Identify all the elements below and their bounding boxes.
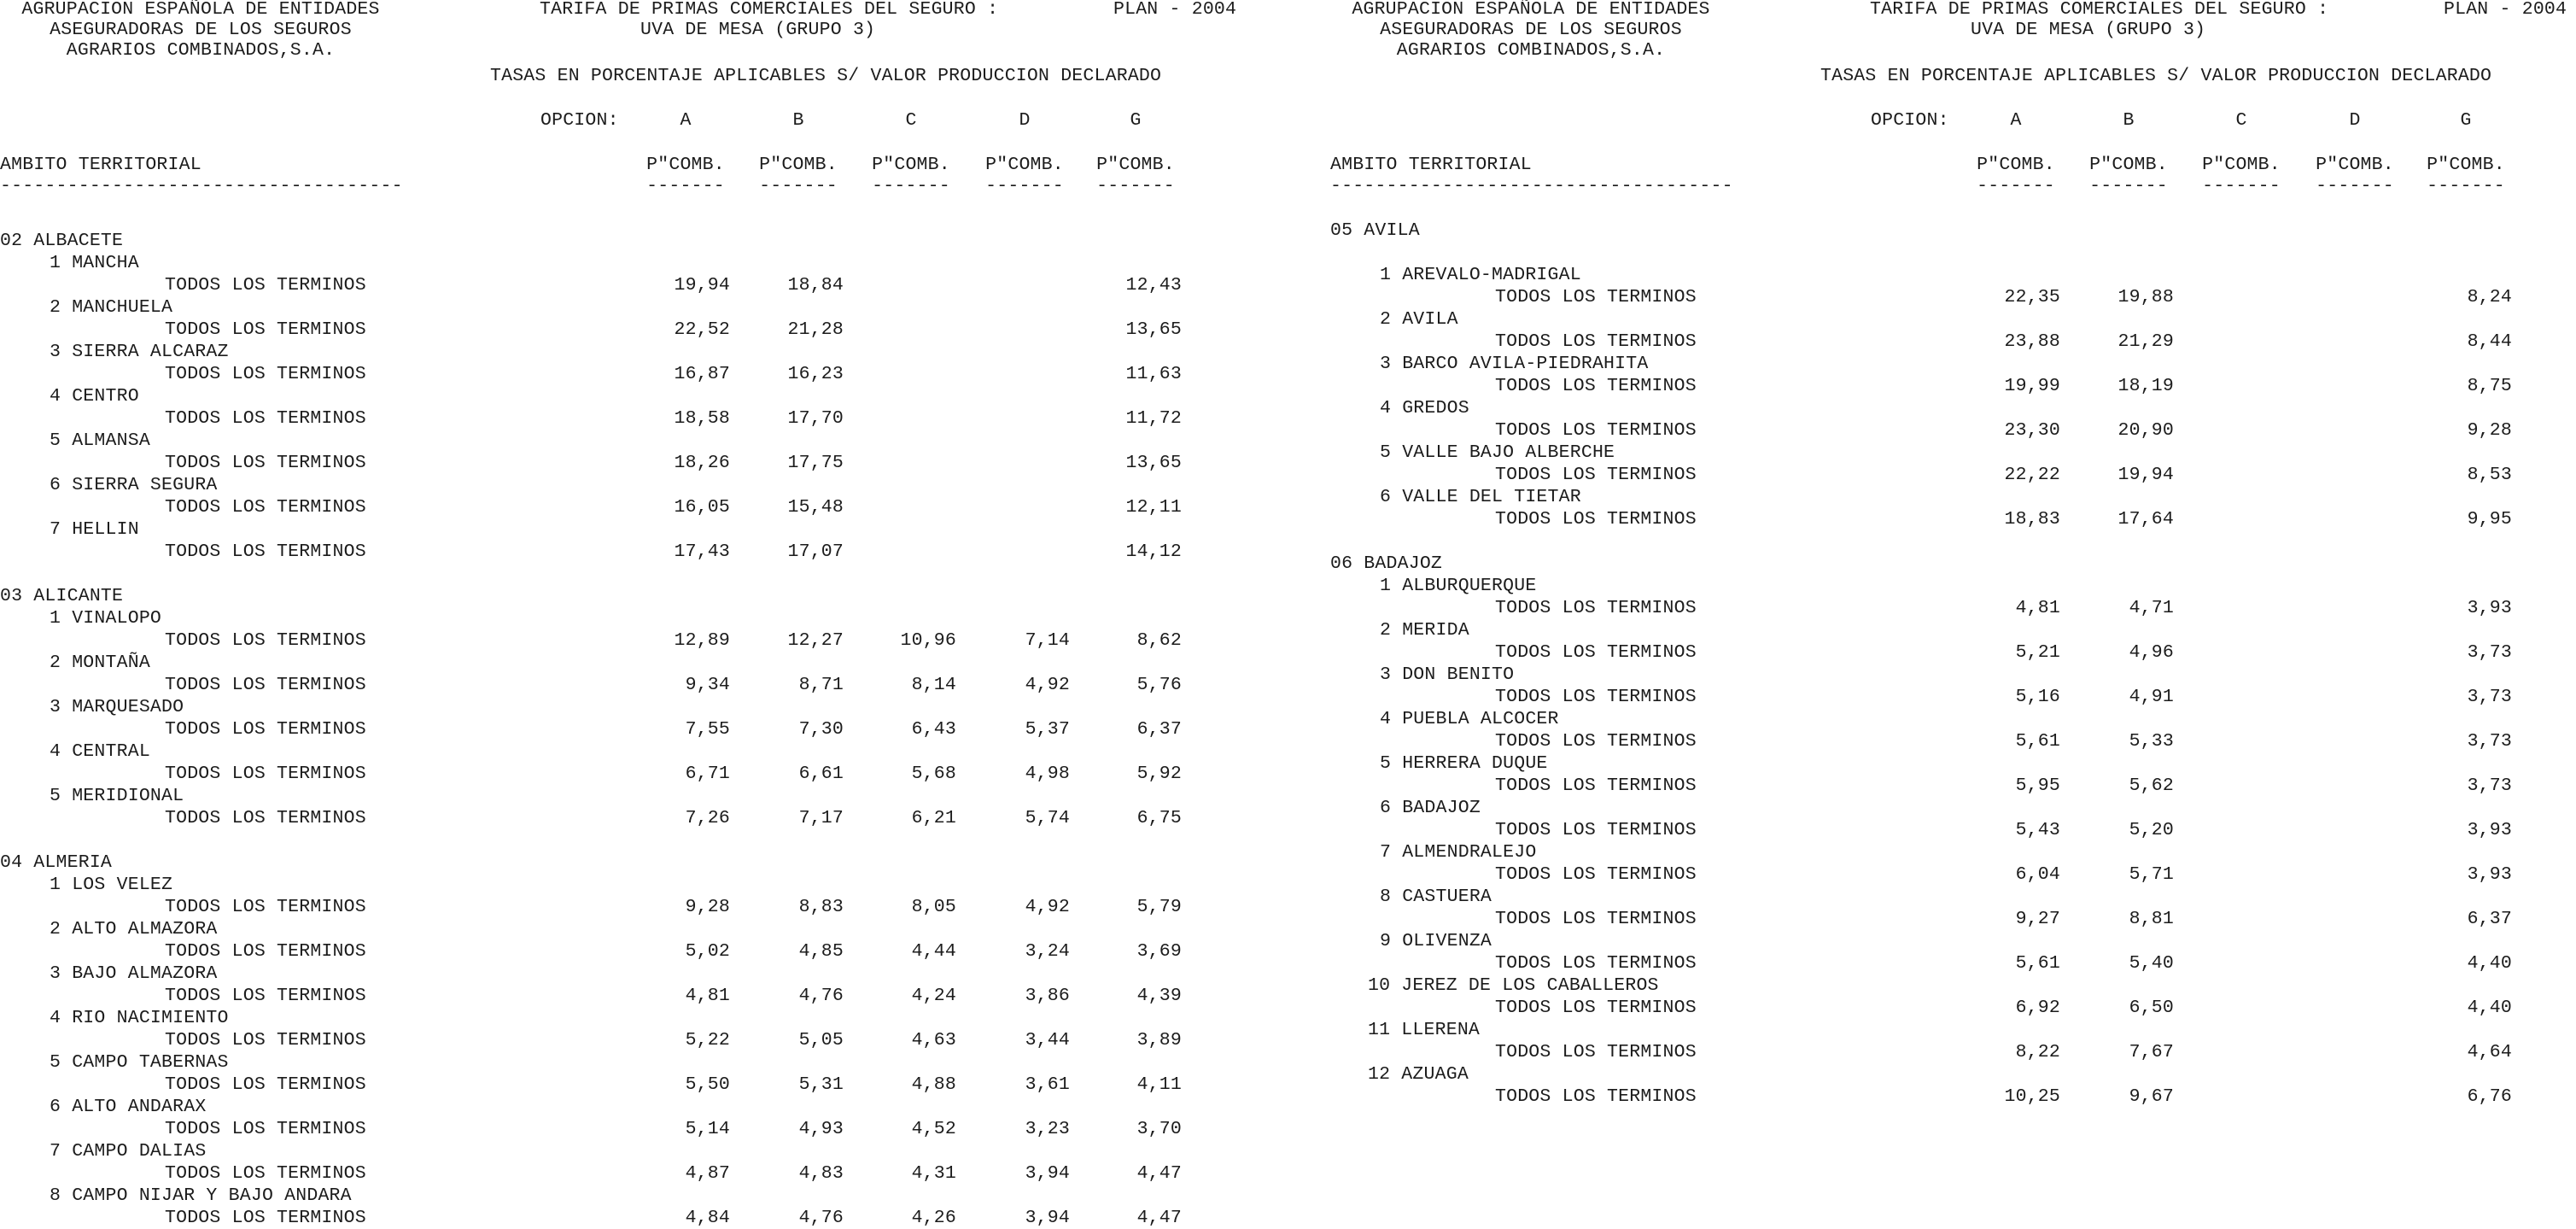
option-letter: C xyxy=(2235,110,2247,131)
rate-value-g: 3,73 xyxy=(2467,642,2512,663)
term-label: TODOS LOS TERMINOS xyxy=(1495,998,1697,1018)
region-name: 4 PUEBLA ALCOCER xyxy=(1380,709,1559,729)
rate-value-g: 3,89 xyxy=(1136,1030,1182,1051)
rate-value-c: 4,44 xyxy=(911,941,956,962)
rate-value-g: 3,93 xyxy=(2467,864,2512,885)
rate-value-b: 5,40 xyxy=(2129,953,2174,974)
rate-value-b: 6,61 xyxy=(798,764,844,784)
rate-value-c: 5,68 xyxy=(911,764,956,784)
term-label: TODOS LOS TERMINOS xyxy=(1495,642,1697,663)
province-heading: 06 BADAJOZ xyxy=(1330,553,1443,574)
term-label: TODOS LOS TERMINOS xyxy=(165,941,366,962)
term-label: TODOS LOS TERMINOS xyxy=(165,897,366,917)
rate-value-c: 4,52 xyxy=(911,1119,956,1139)
region-name: 5 ALMANSA xyxy=(50,430,150,451)
region-name: 1 VINALOPO xyxy=(50,608,162,629)
territory-header: AMBITO TERRITORIAL xyxy=(1330,155,1532,175)
option-label: OPCION: xyxy=(1871,110,1949,131)
rate-value-b: 4,85 xyxy=(798,941,844,962)
rate-value-g: 3,70 xyxy=(1136,1119,1182,1139)
region-name: 2 MANCHUELA xyxy=(50,297,173,318)
rate-value-a: 4,87 xyxy=(685,1163,730,1184)
rate-value-b: 17,70 xyxy=(787,408,844,429)
rate-value-d: 3,94 xyxy=(1025,1163,1070,1184)
column-header-pcomb: P"COMB. xyxy=(872,155,950,175)
rate-value-b: 17,75 xyxy=(787,453,844,473)
term-label: TODOS LOS TERMINOS xyxy=(165,719,366,740)
rate-value-a: 5,95 xyxy=(2015,775,2060,796)
region-name: 7 CAMPO DALIAS xyxy=(50,1141,207,1162)
rate-value-g: 11,63 xyxy=(1125,364,1182,384)
rate-value-b: 19,94 xyxy=(2117,465,2174,485)
region-name: 2 MERIDA xyxy=(1380,620,1469,641)
province-heading: 02 ALBACETE xyxy=(0,231,124,251)
territory-underline: ------------------------------------ xyxy=(0,176,403,196)
column-underline: ------- xyxy=(2316,176,2394,196)
option-letter: A xyxy=(680,110,692,131)
rate-value-a: 18,83 xyxy=(2004,509,2060,530)
rate-value-b: 4,91 xyxy=(2129,687,2174,707)
region-name: 11 LLERENA xyxy=(1368,1020,1481,1040)
rate-value-b: 4,83 xyxy=(798,1163,844,1184)
rate-value-b: 15,48 xyxy=(787,497,844,518)
rate-value-b: 17,07 xyxy=(787,541,844,562)
rate-value-g: 8,75 xyxy=(2467,376,2512,396)
term-label: TODOS LOS TERMINOS xyxy=(165,364,366,384)
rate-value-a: 6,04 xyxy=(2015,864,2060,885)
region-name: 1 ALBURQUERQUE xyxy=(1380,576,1537,596)
rate-value-a: 9,27 xyxy=(2015,909,2060,929)
term-label: TODOS LOS TERMINOS xyxy=(1495,775,1697,796)
rate-value-g: 4,11 xyxy=(1136,1074,1182,1095)
entity-name-line: ASEGURADORAS DE LOS SEGUROS xyxy=(50,20,352,40)
term-label: TODOS LOS TERMINOS xyxy=(165,808,366,828)
rate-value-g: 9,28 xyxy=(2467,420,2512,441)
rate-value-c: 4,31 xyxy=(911,1163,956,1184)
column-underline: ------- xyxy=(646,176,725,196)
rate-value-b: 5,05 xyxy=(798,1030,844,1051)
region-name: 7 HELLIN xyxy=(50,519,139,540)
region-name: 3 MARQUESADO xyxy=(50,697,184,717)
rate-value-a: 22,35 xyxy=(2004,287,2060,307)
entity-name-line: ASEGURADORAS DE LOS SEGUROS xyxy=(1380,20,1682,40)
rate-value-b: 6,50 xyxy=(2129,998,2174,1018)
term-label: TODOS LOS TERMINOS xyxy=(1495,376,1697,396)
region-name: 1 AREVALO-MADRIGAL xyxy=(1380,265,1581,285)
rate-value-a: 5,61 xyxy=(2015,953,2060,974)
region-name: 5 MERIDIONAL xyxy=(50,786,184,806)
term-label: TODOS LOS TERMINOS xyxy=(165,497,366,518)
region-name: 2 MONTAÑA xyxy=(50,653,150,673)
rate-value-a: 5,50 xyxy=(685,1074,730,1095)
rate-value-g: 4,64 xyxy=(2467,1042,2512,1062)
rate-value-d: 3,61 xyxy=(1025,1074,1070,1095)
column-header-pcomb: P"COMB. xyxy=(2316,155,2394,175)
rate-value-a: 19,94 xyxy=(674,275,730,296)
term-label: TODOS LOS TERMINOS xyxy=(165,1119,366,1139)
term-label: TODOS LOS TERMINOS xyxy=(165,275,366,296)
region-name: 3 BARCO AVILA-PIEDRAHITA xyxy=(1380,354,1649,374)
rate-value-g: 14,12 xyxy=(1125,541,1182,562)
rate-value-a: 9,28 xyxy=(685,897,730,917)
rate-value-c: 10,96 xyxy=(900,630,956,651)
rate-value-b: 12,27 xyxy=(787,630,844,651)
column-underline: ------- xyxy=(1977,176,2055,196)
region-name: 9 OLIVENZA xyxy=(1380,931,1492,951)
rate-value-a: 5,21 xyxy=(2015,642,2060,663)
rate-value-a: 4,81 xyxy=(2015,598,2060,618)
region-name: 8 CASTUERA xyxy=(1380,887,1492,907)
option-letter: A xyxy=(2010,110,2022,131)
rate-value-d: 3,44 xyxy=(1025,1030,1070,1051)
rate-value-d: 4,92 xyxy=(1025,675,1070,695)
term-label: TODOS LOS TERMINOS xyxy=(165,453,366,473)
rate-value-g: 3,73 xyxy=(2467,775,2512,796)
rate-value-g: 6,37 xyxy=(1136,719,1182,740)
rate-value-a: 10,25 xyxy=(2004,1086,2060,1107)
entity-name-line: AGRARIOS COMBINADOS,S.A. xyxy=(66,40,336,61)
rate-value-a: 5,02 xyxy=(685,941,730,962)
rate-value-b: 19,88 xyxy=(2117,287,2174,307)
column-underline: ------- xyxy=(2427,176,2505,196)
rate-value-g: 11,72 xyxy=(1125,408,1182,429)
rate-value-g: 5,76 xyxy=(1136,675,1182,695)
rate-value-a: 17,43 xyxy=(674,541,730,562)
region-name: 8 CAMPO NIJAR Y BAJO ANDARA xyxy=(50,1185,352,1206)
rate-value-a: 19,99 xyxy=(2004,376,2060,396)
rate-value-a: 22,52 xyxy=(674,319,730,340)
term-label: TODOS LOS TERMINOS xyxy=(165,1074,366,1095)
rates-note: TASAS EN PORCENTAJE APLICABLES S/ VALOR PRODUCCION DECLARADO xyxy=(490,66,1162,86)
rate-value-d: 3,86 xyxy=(1025,986,1070,1006)
column-underline: ------- xyxy=(1096,176,1175,196)
rate-value-b: 8,83 xyxy=(798,897,844,917)
rate-value-b: 17,64 xyxy=(2117,509,2174,530)
term-label: TODOS LOS TERMINOS xyxy=(1495,953,1697,974)
rate-value-a: 4,84 xyxy=(685,1208,730,1228)
rate-value-a: 5,43 xyxy=(2015,820,2060,840)
region-name: 3 BAJO ALMAZORA xyxy=(50,963,218,984)
option-letter: D xyxy=(2349,110,2361,131)
territory-header: AMBITO TERRITORIAL xyxy=(0,155,202,175)
rate-value-a: 7,55 xyxy=(685,719,730,740)
column-header-pcomb: P"COMB. xyxy=(2202,155,2281,175)
rate-value-g: 4,40 xyxy=(2467,998,2512,1018)
column-header-pcomb: P"COMB. xyxy=(2089,155,2168,175)
option-letter: G xyxy=(2460,110,2472,131)
rate-value-d: 7,14 xyxy=(1025,630,1070,651)
rate-value-b: 5,71 xyxy=(2129,864,2174,885)
option-letter: B xyxy=(2123,110,2135,131)
rate-value-g: 8,44 xyxy=(2467,331,2512,352)
rate-value-b: 4,71 xyxy=(2129,598,2174,618)
rate-value-g: 13,65 xyxy=(1125,453,1182,473)
entity-name-line: AGRUPACION ESPAÑOLA DE ENTIDADES xyxy=(21,0,380,20)
rate-value-a: 6,71 xyxy=(685,764,730,784)
rate-value-c: 4,88 xyxy=(911,1074,956,1095)
tariff-page-right xyxy=(1330,0,2576,1211)
rate-value-c: 8,05 xyxy=(911,897,956,917)
region-name: 2 AVILA xyxy=(1380,309,1458,330)
rate-value-a: 12,89 xyxy=(674,630,730,651)
rate-value-b: 8,71 xyxy=(798,675,844,695)
rate-value-g: 4,47 xyxy=(1136,1163,1182,1184)
column-underline: ------- xyxy=(872,176,950,196)
crop-subtitle: UVA DE MESA (GRUPO 3) xyxy=(640,20,876,40)
tariff-title: TARIFA DE PRIMAS COMERCIALES DEL SEGURO : xyxy=(540,0,999,20)
term-label: TODOS LOS TERMINOS xyxy=(165,675,366,695)
rate-value-b: 4,93 xyxy=(798,1119,844,1139)
rate-value-a: 5,61 xyxy=(2015,731,2060,752)
rate-value-g: 8,62 xyxy=(1136,630,1182,651)
rate-value-a: 16,87 xyxy=(674,364,730,384)
option-label: OPCION: xyxy=(540,110,619,131)
region-name: 5 HERRERA DUQUE xyxy=(1380,753,1548,774)
term-label: TODOS LOS TERMINOS xyxy=(1495,820,1697,840)
rate-value-g: 6,37 xyxy=(2467,909,2512,929)
rate-value-g: 12,43 xyxy=(1125,275,1182,296)
column-underline: ------- xyxy=(985,176,1064,196)
rate-value-b: 8,81 xyxy=(2129,909,2174,929)
tariff-page-left xyxy=(0,0,1281,1228)
province-heading: 04 ALMERIA xyxy=(0,852,113,873)
rate-value-g: 5,92 xyxy=(1136,764,1182,784)
rate-value-b: 16,23 xyxy=(787,364,844,384)
term-label: TODOS LOS TERMINOS xyxy=(1495,909,1697,929)
rate-value-d: 3,24 xyxy=(1025,941,1070,962)
term-label: TODOS LOS TERMINOS xyxy=(1495,509,1697,530)
rate-value-a: 4,81 xyxy=(685,986,730,1006)
term-label: TODOS LOS TERMINOS xyxy=(165,408,366,429)
term-label: TODOS LOS TERMINOS xyxy=(165,630,366,651)
term-label: TODOS LOS TERMINOS xyxy=(165,541,366,562)
entity-name-line: AGRUPACION ESPAÑOLA DE ENTIDADES xyxy=(1352,0,1710,20)
term-label: TODOS LOS TERMINOS xyxy=(1495,1042,1697,1062)
rate-value-c: 4,26 xyxy=(911,1208,956,1228)
rate-value-g: 3,93 xyxy=(2467,598,2512,618)
rate-value-g: 12,11 xyxy=(1125,497,1182,518)
rate-value-c: 6,43 xyxy=(911,719,956,740)
column-header-pcomb: P"COMB. xyxy=(985,155,1064,175)
term-label: TODOS LOS TERMINOS xyxy=(165,1030,366,1051)
term-label: TODOS LOS TERMINOS xyxy=(165,1163,366,1184)
rate-value-g: 3,93 xyxy=(2467,820,2512,840)
rate-value-b: 21,29 xyxy=(2117,331,2174,352)
rate-value-a: 5,22 xyxy=(685,1030,730,1051)
column-header-pcomb: P"COMB. xyxy=(1096,155,1175,175)
term-label: TODOS LOS TERMINOS xyxy=(1495,287,1697,307)
rates-note: TASAS EN PORCENTAJE APLICABLES S/ VALOR PRODUCCION DECLARADO xyxy=(1820,66,2492,86)
tariff-title: TARIFA DE PRIMAS COMERCIALES DEL SEGURO : xyxy=(1870,0,2329,20)
term-label: TODOS LOS TERMINOS xyxy=(1495,465,1697,485)
rate-value-a: 18,58 xyxy=(674,408,730,429)
term-label: TODOS LOS TERMINOS xyxy=(1495,687,1697,707)
rate-value-a: 7,26 xyxy=(685,808,730,828)
rate-value-a: 6,92 xyxy=(2015,998,2060,1018)
rate-value-d: 5,74 xyxy=(1025,808,1070,828)
region-name: 1 LOS VELEZ xyxy=(50,875,173,895)
region-name: 6 VALLE DEL TIETAR xyxy=(1380,487,1581,507)
rate-value-a: 18,26 xyxy=(674,453,730,473)
rate-value-g: 6,76 xyxy=(2467,1086,2512,1107)
rate-value-g: 3,69 xyxy=(1136,941,1182,962)
rate-value-c: 4,24 xyxy=(911,986,956,1006)
term-label: TODOS LOS TERMINOS xyxy=(1495,864,1697,885)
region-name: 6 SIERRA SEGURA xyxy=(50,475,218,495)
region-name: 10 JEREZ DE LOS CABALLEROS xyxy=(1368,975,1659,996)
rate-value-g: 13,65 xyxy=(1125,319,1182,340)
term-label: TODOS LOS TERMINOS xyxy=(1495,420,1697,441)
column-header-pcomb: P"COMB. xyxy=(759,155,838,175)
entity-name-line: AGRARIOS COMBINADOS,S.A. xyxy=(1396,40,1666,61)
region-name: 6 ALTO ANDARAX xyxy=(50,1097,207,1117)
region-name: 2 ALTO ALMAZORA xyxy=(50,919,218,939)
rate-value-a: 5,16 xyxy=(2015,687,2060,707)
region-name: 4 GREDOS xyxy=(1380,398,1469,418)
option-letter: C xyxy=(905,110,917,131)
crop-subtitle: UVA DE MESA (GRUPO 3) xyxy=(1971,20,2206,40)
rate-value-b: 5,62 xyxy=(2129,775,2174,796)
column-underline: ------- xyxy=(2202,176,2281,196)
rate-value-c: 8,14 xyxy=(911,675,956,695)
rate-value-g: 5,79 xyxy=(1136,897,1182,917)
rate-value-b: 21,28 xyxy=(787,319,844,340)
province-heading: 05 AVILA xyxy=(1330,220,1420,241)
rate-value-a: 16,05 xyxy=(674,497,730,518)
term-label: TODOS LOS TERMINOS xyxy=(165,1208,366,1228)
rate-value-b: 7,30 xyxy=(798,719,844,740)
rate-value-g: 3,73 xyxy=(2467,687,2512,707)
rate-value-g: 4,47 xyxy=(1136,1208,1182,1228)
territory-underline: ------------------------------------ xyxy=(1330,176,1733,196)
rate-value-d: 3,23 xyxy=(1025,1119,1070,1139)
column-header-pcomb: P"COMB. xyxy=(646,155,725,175)
option-letter: B xyxy=(792,110,804,131)
rate-value-b: 4,96 xyxy=(2129,642,2174,663)
region-name: 4 CENTRAL xyxy=(50,741,150,762)
column-underline: ------- xyxy=(759,176,838,196)
rate-value-b: 20,90 xyxy=(2117,420,2174,441)
rate-value-b: 7,17 xyxy=(798,808,844,828)
rate-value-d: 5,37 xyxy=(1025,719,1070,740)
rate-value-b: 18,84 xyxy=(787,275,844,296)
rate-value-g: 3,73 xyxy=(2467,731,2512,752)
rate-value-g: 4,39 xyxy=(1136,986,1182,1006)
term-label: TODOS LOS TERMINOS xyxy=(1495,1086,1697,1107)
plan-label: PLAN - 2004 xyxy=(1113,0,1237,20)
rate-value-b: 5,33 xyxy=(2129,731,2174,752)
option-letter: G xyxy=(1130,110,1142,131)
plan-label: PLAN - 2004 xyxy=(2444,0,2567,20)
column-underline: ------- xyxy=(2089,176,2168,196)
column-header-pcomb: P"COMB. xyxy=(1977,155,2055,175)
term-label: TODOS LOS TERMINOS xyxy=(1495,731,1697,752)
term-label: TODOS LOS TERMINOS xyxy=(165,319,366,340)
region-name: 12 AZUAGA xyxy=(1368,1064,1469,1085)
region-name: 5 VALLE BAJO ALBERCHE xyxy=(1380,442,1615,463)
rate-value-a: 9,34 xyxy=(685,675,730,695)
rate-value-b: 5,20 xyxy=(2129,820,2174,840)
region-name: 3 DON BENITO xyxy=(1380,664,1515,685)
rate-value-b: 4,76 xyxy=(798,986,844,1006)
rate-value-b: 4,76 xyxy=(798,1208,844,1228)
region-name: 4 CENTRO xyxy=(50,386,139,407)
rate-value-g: 8,53 xyxy=(2467,465,2512,485)
rate-value-g: 6,75 xyxy=(1136,808,1182,828)
term-label: TODOS LOS TERMINOS xyxy=(1495,331,1697,352)
region-name: 6 BADAJOZ xyxy=(1380,798,1481,818)
rate-value-a: 22,22 xyxy=(2004,465,2060,485)
rate-value-c: 6,21 xyxy=(911,808,956,828)
region-name: 5 CAMPO TABERNAS xyxy=(50,1052,229,1073)
region-name: 4 RIO NACIMIENTO xyxy=(50,1008,229,1028)
rate-value-g: 9,95 xyxy=(2467,509,2512,530)
term-label: TODOS LOS TERMINOS xyxy=(165,764,366,784)
rate-value-b: 5,31 xyxy=(798,1074,844,1095)
rate-value-a: 23,88 xyxy=(2004,331,2060,352)
rate-value-g: 4,40 xyxy=(2467,953,2512,974)
rate-value-a: 5,14 xyxy=(685,1119,730,1139)
province-heading: 03 ALICANTE xyxy=(0,586,124,606)
rate-value-b: 7,67 xyxy=(2129,1042,2174,1062)
region-name: 7 ALMENDRALEJO xyxy=(1380,842,1537,863)
rate-value-b: 9,67 xyxy=(2129,1086,2174,1107)
rate-value-b: 18,19 xyxy=(2117,376,2174,396)
option-letter: D xyxy=(1019,110,1031,131)
rate-value-d: 4,92 xyxy=(1025,897,1070,917)
rate-value-c: 4,63 xyxy=(911,1030,956,1051)
rate-value-a: 23,30 xyxy=(2004,420,2060,441)
rate-value-g: 8,24 xyxy=(2467,287,2512,307)
column-header-pcomb: P"COMB. xyxy=(2427,155,2505,175)
rate-value-d: 3,94 xyxy=(1025,1208,1070,1228)
term-label: TODOS LOS TERMINOS xyxy=(1495,598,1697,618)
region-name: 3 SIERRA ALCARAZ xyxy=(50,342,229,362)
rate-value-d: 4,98 xyxy=(1025,764,1070,784)
term-label: TODOS LOS TERMINOS xyxy=(165,986,366,1006)
rate-value-a: 8,22 xyxy=(2015,1042,2060,1062)
region-name: 1 MANCHA xyxy=(50,253,139,273)
